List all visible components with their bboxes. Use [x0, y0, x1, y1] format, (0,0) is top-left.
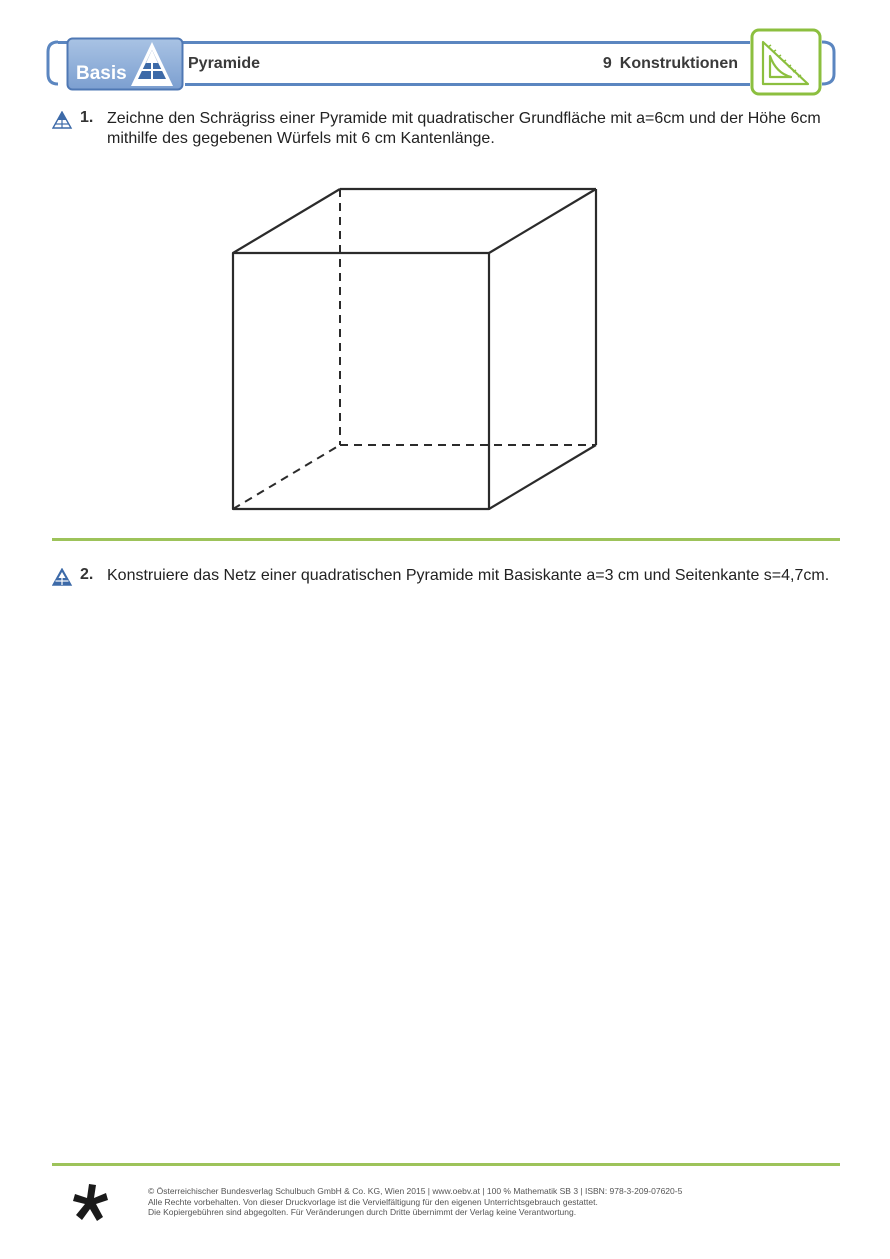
chapter-title: Konstruktionen — [619, 55, 738, 72]
cube-drawing — [0, 0, 890, 540]
task-text: Konstruiere das Netz einer quadratischen Pyramide mit Basiskante a=3 cm und Seitenkante s=4,7cm. — [107, 567, 830, 584]
task-number: 1. — [80, 109, 94, 126]
footer-divider — [52, 1163, 840, 1166]
basis-label: Basis — [76, 63, 127, 84]
hidden-edges — [233, 189, 596, 509]
copyright-line-2: Alle Rechte vorbehalten. Von dieser Druckvorlage ist die Vervielfältigung für den eigenen Unterrichtsgebrauch gestattet. — [148, 1196, 598, 1207]
copyright-line-3: Die Kopiergebühren sind abgegolten. Für Veränderungen durch Dritte übernimmt der Verlag keine Verantwortung. — [148, 1207, 577, 1217]
cube-front-face — [233, 253, 489, 509]
copyright-line-1: © Österreichischer Bundesverlag Schulbuch GmbH & Co. KG, Wien 2015 | www.oebv.at | 100 % Mathematik SB 3 | ISBN: 978-3-209-07620-5 — [148, 1186, 683, 1196]
task-2 — [52, 566, 842, 610]
copyright-notice — [148, 1186, 768, 1218]
oebv-asterisk-logo — [72, 1182, 112, 1224]
task-number: 2. — [80, 566, 94, 583]
chapter-number: 9 — [602, 55, 612, 72]
task-text: Zeichne den Schrägriss einer Pyramide mit quadratischer Grundfläche mit a=6cm und der Höhe 6cm mithilfe des gegebenen Würfels mit 6 cm Kantenlänge. — [107, 110, 821, 147]
page-title: Pyramide — [188, 55, 261, 72]
pyramid-difficulty-icon — [52, 568, 74, 586]
section-divider — [52, 538, 840, 541]
